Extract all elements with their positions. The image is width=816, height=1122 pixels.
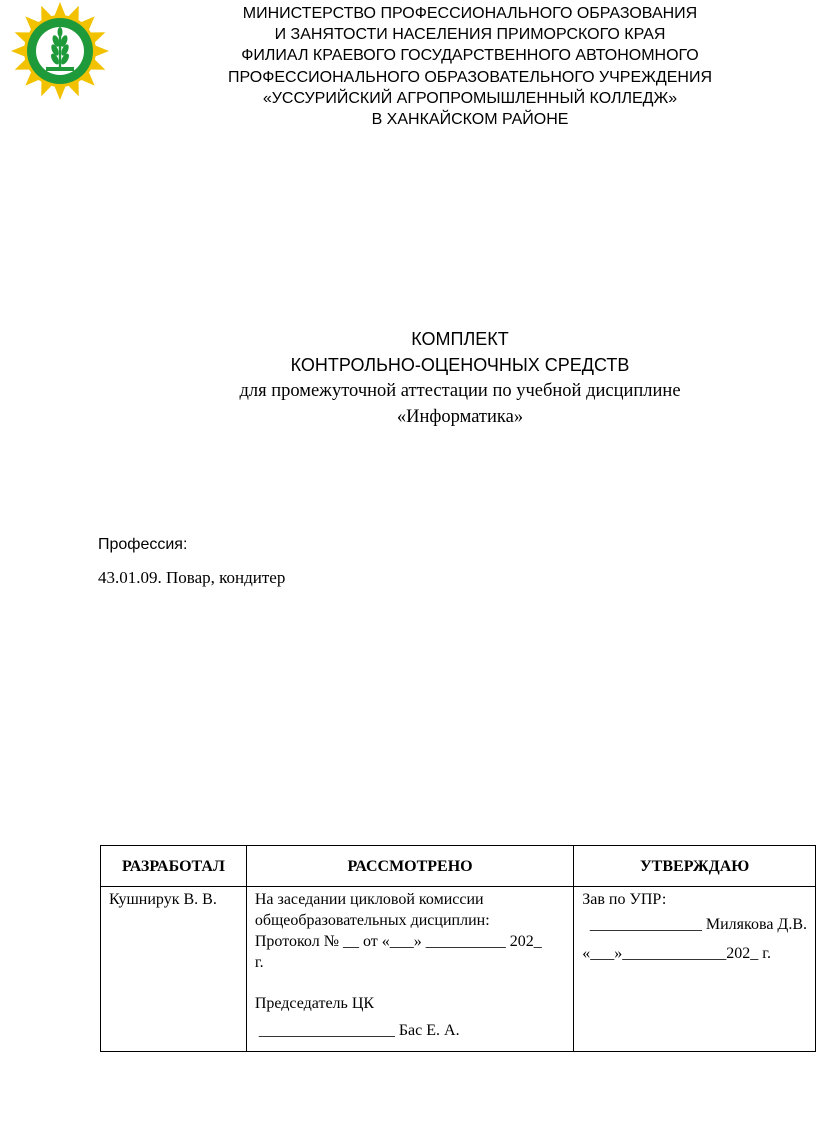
title-line-1: КОМПЛЕКТ: [411, 329, 509, 349]
title-line-4: «Информатика»: [396, 407, 524, 427]
chairman-label: Председатель ЦК: [254, 995, 375, 1012]
reviewed-line: общеобразовательных дисциплин:: [254, 912, 490, 929]
header-approved: УТВЕРЖДАЮ: [574, 846, 816, 887]
header-line: МИНИСТЕРСТВО ПРОФЕССИОНАЛЬНОГО ОБРАЗОВАНИЯ: [242, 5, 698, 22]
header-line: ФИЛИАЛ КРАЕВОГО ГОСУДАРСТВЕННОГО АВТОНОМНОГО: [241, 47, 699, 65]
profession-value: 43.01.09. Повар, кондитер: [98, 568, 286, 587]
table-row: [101, 887, 816, 1052]
header-line: ПРОФЕССИОНАЛЬНОГО ОБРАЗОВАТЕЛЬНОГО УЧРЕЖДЕНИЯ: [227, 68, 713, 86]
chairman-signature: _________________ Бас Е. А.: [254, 1022, 460, 1039]
header-developed: РАЗРАБОТАЛ: [101, 846, 247, 887]
institution-header: [120, 3, 816, 130]
approval-table: [100, 845, 816, 1052]
header-line: «УССУРИЙСКИЙ АГРОПРОМЫШЛЕННЫЙ КОЛЛЕДЖ»: [262, 89, 678, 107]
reviewed-line: г.: [254, 954, 264, 971]
header-line: И ЗАНЯТОСТИ НАСЕЛЕНИЯ ПРИМОРСКОГО КРАЯ: [274, 26, 666, 44]
reviewed-cell: [246, 887, 573, 1052]
developer-cell: [101, 887, 247, 1052]
document-title: [130, 326, 790, 430]
profession-label: Профессия:: [98, 536, 188, 553]
approved-date: «___»_____________202_ г.: [582, 945, 772, 962]
approved-position: Зав по УПР:: [582, 891, 667, 908]
header-reviewed: РАССМОТРЕНО: [246, 846, 573, 887]
developer-name: Кушнирук В. В.: [109, 891, 217, 908]
header-line: В ХАНКАЙСКОМ РАЙОНЕ: [371, 111, 569, 129]
table-header-row: [101, 846, 816, 887]
title-line-3: для промежуточной аттестации по учебной дисциплине: [239, 381, 681, 401]
college-emblem-icon: [8, 2, 112, 100]
approved-cell: [574, 887, 816, 1052]
title-line-2: КОНТРОЛЬНО-ОЦЕНОЧНЫХ СРЕДСТВ: [290, 355, 630, 375]
reviewed-line: На заседании цикловой комиссии: [254, 891, 484, 908]
protocol-line: Протокол № __ от «___» __________ 202_: [254, 933, 542, 950]
approved-signature: ______________ Милякова Д.В.: [589, 916, 807, 933]
